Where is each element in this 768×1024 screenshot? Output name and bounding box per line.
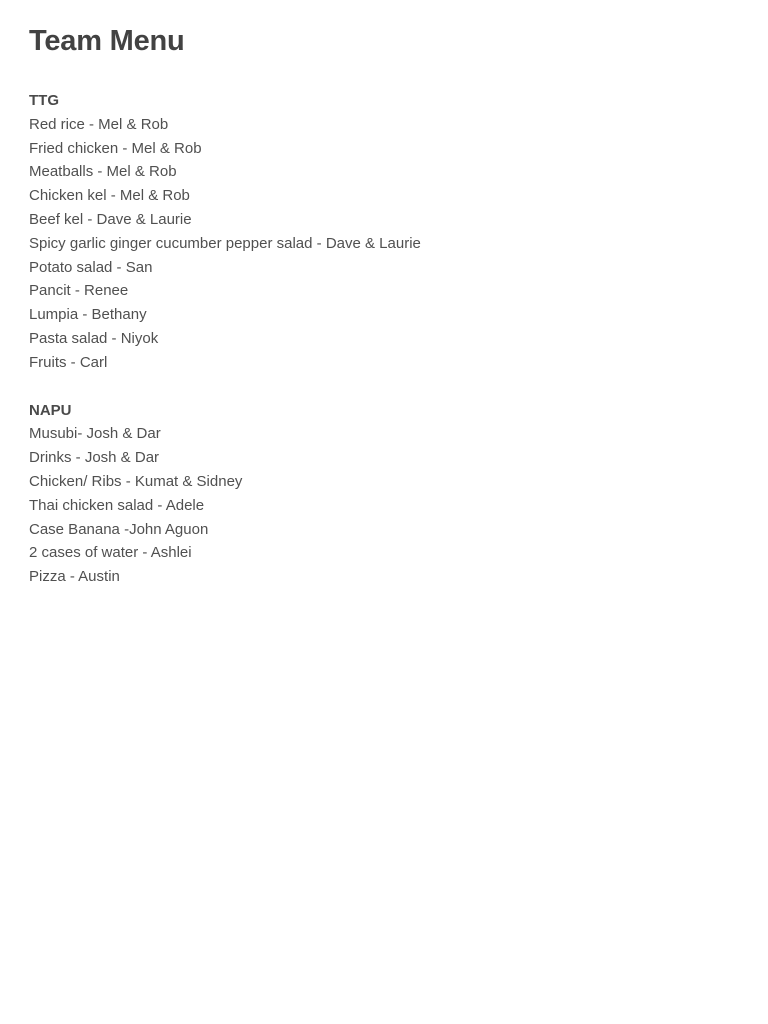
list-item[interactable]: Meatballs - Mel & Rob bbox=[29, 163, 177, 181]
list-item[interactable]: Pizza - Austin bbox=[29, 568, 120, 586]
list-item[interactable]: Potato salad - San bbox=[29, 258, 153, 276]
list-item[interactable]: Musubi- Josh & Dar bbox=[29, 425, 161, 443]
note-title[interactable]: Team Menu bbox=[29, 25, 185, 57]
list-item[interactable]: Fried chicken - Mel & Rob bbox=[29, 139, 202, 157]
list-item[interactable]: 2 cases of water - Ashlei bbox=[29, 544, 192, 562]
section-ttg bbox=[29, 89, 739, 375]
list-item[interactable]: Case Banana -John Aguon bbox=[29, 520, 209, 538]
list-item[interactable]: Red rice - Mel & Rob bbox=[29, 115, 169, 133]
list-item[interactable]: Beef kel - Dave & Laurie bbox=[29, 210, 192, 228]
section-header-ttg[interactable]: TTG bbox=[29, 92, 59, 109]
section-napu bbox=[29, 399, 739, 589]
list-item[interactable]: Chicken kel - Mel & Rob bbox=[29, 187, 190, 205]
item-list-napu bbox=[29, 422, 739, 589]
list-item[interactable]: Spicy garlic ginger cucumber pepper salad - Dave & Laurie bbox=[29, 234, 421, 252]
list-item[interactable]: Pasta salad - Niyok bbox=[29, 329, 159, 347]
list-item[interactable]: Chicken/ Ribs - Kumat & Sidney bbox=[29, 472, 243, 490]
list-item[interactable]: Pancit - Renee bbox=[29, 282, 129, 300]
list-item[interactable]: Fruits - Carl bbox=[29, 353, 108, 371]
list-item[interactable]: Drinks - Josh & Dar bbox=[29, 449, 160, 467]
item-list-ttg bbox=[29, 113, 739, 375]
section-header-napu[interactable]: NAPU bbox=[29, 401, 72, 419]
list-item[interactable]: Thai chicken salad - Adele bbox=[29, 496, 205, 514]
list-item[interactable]: Lumpia - Bethany bbox=[29, 306, 147, 324]
